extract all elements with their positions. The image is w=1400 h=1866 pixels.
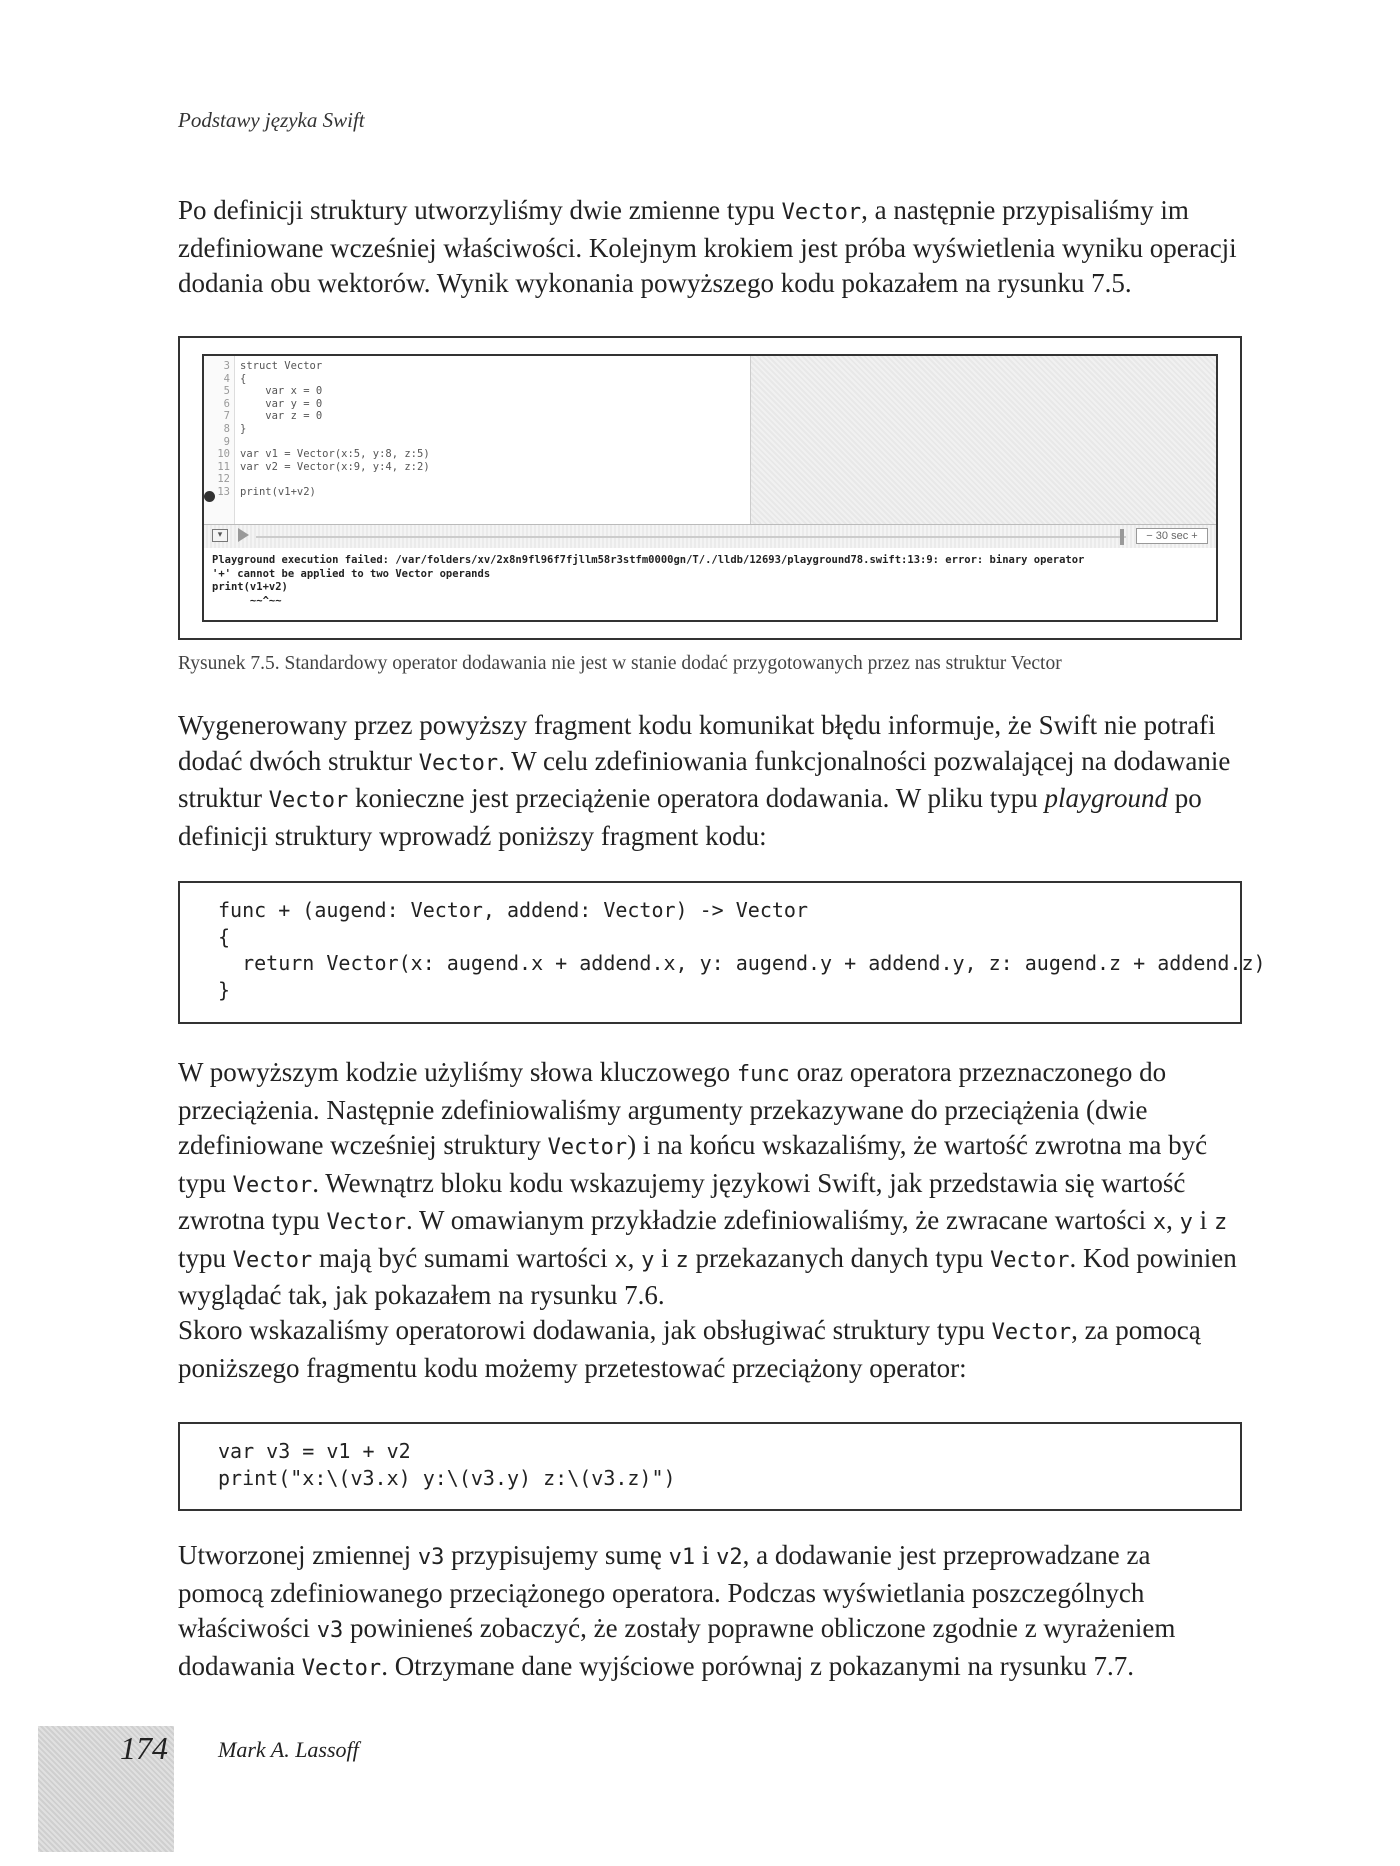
line-text: struct Vector [240, 360, 323, 372]
console-line: ~~^~~ [212, 594, 282, 607]
code-line: return Vector(x: augend.x + addend.x, y: augend.y + addend.y, z: augend.z + addend.z) [218, 951, 1266, 975]
debug-toolbar [204, 524, 1216, 550]
console-line: print(v1+v2) [212, 581, 288, 593]
line-number: 9 [223, 435, 230, 448]
line-number: 4 [223, 372, 230, 385]
line-text: print(v1+v2) [240, 485, 316, 498]
line-number: 10 [217, 448, 230, 461]
code-line: { [218, 924, 231, 949]
playground-window [202, 354, 1218, 622]
run-icon[interactable] [238, 528, 249, 542]
line-number: 12 [217, 473, 230, 486]
code-block-test [178, 1422, 1242, 1511]
line-number: 8 [223, 422, 230, 435]
editor-line [204, 436, 744, 449]
editor-line [204, 373, 744, 386]
line-number: 7 [223, 410, 230, 423]
running-header: Podstawy języka Swift [178, 108, 365, 132]
line-text: } [240, 422, 247, 435]
console-line: '+' cannot be applied to two Vector operands [212, 567, 491, 580]
figure-caption: Rysunek 7.5. Standardowy operator dodawania nie jest w stanie dodać przygotowanych przez nas struktur Vector [178, 653, 1062, 674]
error-icon[interactable] [204, 491, 215, 502]
line-text: { [240, 372, 247, 385]
line-text: var x = 0 [240, 385, 323, 398]
page-number: 174 [120, 1730, 168, 1766]
figure-7-5 [178, 336, 1242, 640]
footer-author: Mark A. Lassoff [218, 1737, 359, 1762]
inline-code: Vector [781, 200, 862, 225]
editor-line [204, 486, 744, 499]
paragraph-intro: Po definicji struktury utworzyliśmy dwie zmienne typu Vector, a następnie przypisaliśmy im zdefiniowane wcześniej właściwości. Kolejnym krokiem jest próba wyświetlenia wyniku operacji dodania obu wektorów. Wynik wykonania powyższego kodu pokazałem na rysunku 7.5. [178, 195, 1237, 298]
timeline-slider[interactable] [256, 536, 1126, 538]
timeline-slider-handle[interactable] [1120, 529, 1124, 545]
toggle-console-icon[interactable]: ▾ [212, 529, 228, 542]
line-number: 13 [217, 485, 230, 498]
timeline-duration-stepper[interactable]: − 30 sec + [1136, 528, 1208, 544]
paragraph-error-explanation: Wygenerowany przez powyższy fragment kodu komunikat błędu informuje, że Swift nie potrafi dodać dwóch struktur Vector. W celu zdefiniowania funkcjonalności pozwalającej na dodawanie struktur Vector konieczne jest przeciążenie operatora dodawania. W pliku typu playground po definicji struktury wprowadź poniższy fragment kodu: [178, 710, 1231, 851]
paragraph-test-intro: Skoro wskazaliśmy operatorowi dodawania, jak obsługiwać struktury typu Vector, za pomocą poniższego fragmentu kodu możemy przetestować przeciążony operator: [178, 1315, 1201, 1383]
editor-line [204, 448, 744, 461]
editor-line [204, 410, 744, 423]
results-sidebar [750, 356, 1217, 524]
editor-line [204, 473, 744, 486]
line-text: var v2 = Vector(x:9, y:4, z:2) [240, 460, 430, 473]
line-number: 5 [223, 385, 230, 398]
editor-line [204, 398, 744, 411]
paragraph-operator-explanation: W powyższym kodzie użyliśmy słowa kluczowego func oraz operatora przeznaczonego do przeciążenia. Następnie zdefiniowaliśmy argumenty przekazywane do przeciążenia (dwie zdefiniowane wcześniej struktury Vector) i na końcu wskazaliśmy, że wartość zwrotna ma być typu Vector. Wewnątrz bloku kodu wskazujemy językowi Swift, jak przedstawia się wartość zwrotna typu Vector. W omawianym przykładzie zdefiniowaliśmy, że zwracane wartości x, y i z typu Vector mają być sumami wartości x, y i z przekazanych danych typu Vector. Kod powinien wyglądać tak, jak pokazałem na rysunku 7.6. [178, 1057, 1237, 1310]
code-line: var v3 = v1 + v2 [218, 1439, 411, 1463]
editor-line [204, 385, 744, 398]
console-output [204, 548, 1216, 620]
paragraph-result-explanation: Utworzonej zmiennej v3 przypisujemy sumę v1 i v2, a dodawanie jest przeprowadzane za pomocą zdefiniowanego przeciążonego operatora. Podczas wyświetlania poszczególnych właściwości v3 powinieneś zobaczyć, że zostały poprawne obliczone zgodnie z wyrażeniem dodawania Vector. Otrzymane dane wyjściowe porównaj z pokazanymi na rysunku 7.7. [178, 1540, 1176, 1681]
editor-code-lines [204, 360, 744, 499]
line-text: var z = 0 [240, 410, 323, 423]
code-line: print("x:\(v3.x) y:\(v3.y) z:\(v3.z)") [218, 1465, 676, 1490]
line-number: 3 [223, 360, 230, 372]
editor-line [204, 423, 744, 436]
line-number: 11 [217, 460, 230, 473]
code-block-operator [178, 881, 1266, 1024]
console-line: Playground execution failed: /var/folders/xv/2x8n9fl96f7fjllm58r3stfm0000gn/T/./lldb/12693/playground78.swift:13:9: error: binary operator [212, 554, 1085, 566]
line-text: var v1 = Vector(x:5, y:8, z:5) [240, 448, 430, 461]
line-text: var y = 0 [240, 397, 323, 410]
line-number: 6 [223, 397, 230, 410]
code-editor[interactable] [204, 356, 1216, 524]
editor-line [204, 461, 744, 474]
editor-line [204, 360, 744, 373]
code-line: func + (augend: Vector, addend: Vector) -> Vector [218, 898, 809, 922]
code-line: } [218, 977, 231, 1002]
